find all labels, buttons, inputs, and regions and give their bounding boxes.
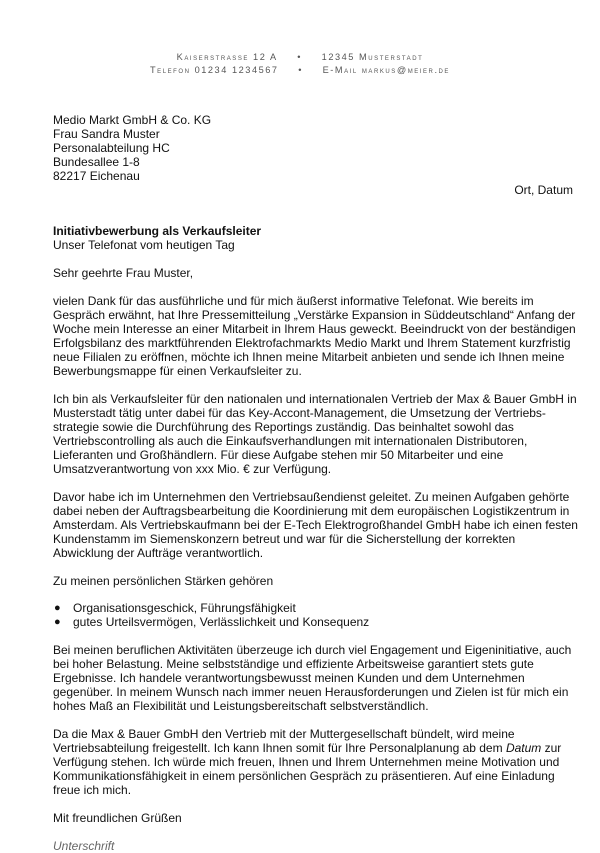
salutation: Sehr geehrte Frau Muster,: [53, 266, 194, 280]
list-item: [53, 615, 578, 629]
paragraph-closing: [53, 727, 578, 797]
recipient-person: Frau Sandra Muster: [53, 127, 160, 141]
sender-city: 12345 Musterstadt: [321, 52, 424, 62]
place-date: Ort, Datum: [514, 183, 573, 197]
signature-placeholder: Unterschrift: [53, 839, 115, 853]
separator-dot: •: [297, 52, 303, 62]
sender-address-line: [0, 51, 600, 64]
subject-reference: Unser Telefonat vom heutigen Tag: [53, 238, 235, 252]
closing-greeting: Mit freundlichen Grüßen: [53, 811, 182, 825]
sender-street: Kaiserstrasse 12 A: [176, 52, 278, 62]
recipient-street: Bundesallee 1-8: [53, 155, 140, 169]
closing-date-placeholder: Datum: [505, 741, 542, 755]
paragraph-current-role: Ich bin als Verkaufsleiter für den nationalen und internationalen Vertrieb der Max & Bauer GmbH in Musterstadt tätig unter dabei für das Key-Accont-Management, die Umsetzung der Vertriebs-strategie sowie die Durchführung des Reportings zuständig. Das beinhaltet sowohl das Vertriebscontrolling als auch die Einkaufsverhandlungen mit internationalen Distributoren, Lieferanten und Großhändlern. Für diese Aufgabe stehen mir 50 Mitarbeiter und eine Umsatzverantwortung von xxx Mio. € zur Verfügung.: [53, 392, 577, 476]
paragraph-strengths-intro: Zu meinen persönlichen Stärken gehören: [53, 574, 274, 588]
letter-body: [53, 224, 578, 853]
recipient-company: Medio Markt GmbH & Co. KG: [53, 113, 212, 127]
bullet-icon: ●: [54, 616, 61, 628]
subject-title: Initiativbewerbung als Verkaufsleiter: [53, 224, 262, 238]
sender-contact-line: [0, 64, 600, 77]
bullet-icon: ●: [54, 602, 61, 614]
strengths-list: [53, 601, 578, 629]
sender-email[interactable]: E-Mail markus@meier.de: [322, 65, 450, 75]
paragraph-previous-role: Davor habe ich im Unternehmen den Vertriebsaußendienst geleitet. Zu meinen Aufgaben gehörte dabei neben der Auftragsbearbeitung die Koordinierung mit dem europäischen Logistikzentrum in Amsterdam. Als Vertriebskaufmann bei der E-Tech Elektrogroßhandel GmbH habe ich einen festen Kundenstamm im Siemenskonzern betreut und war für die Sicherstellung der korrekten Abwicklung der Aufträge verantwortlich.: [53, 490, 578, 560]
list-item-text: gutes Urteilsvermögen, Verlässlichkeit und Konsequenz: [73, 615, 370, 629]
separator-dot: •: [298, 65, 303, 75]
paragraph-work-style: Bei meinen beruflichen Aktivitäten überzeuge ich durch viel Engagement und Eigeninitiative, auch bei hoher Belastung. Meine selbstständige und effiziente Arbeitsweise garantiert stets gute Ergebnisse. Ich handele verantwortungsbewusst meinen Kunden und dem Unternehmen gegenüber. In meinem Wunsch nach immer neuen Herausforderungen und Zielen ist für mich ein hohes Maß an Flexibilität und Leistungsbereitschaft selbstverständlich.: [53, 643, 572, 713]
closing-text-start: Da die Max & Bauer GmbH den Vertrieb mit der Muttergesellschaft bündelt, wird meine Vertriebsabteilung freigestellt. Ich kann Ihnen somit für Ihre Personalplanung ab dem: [53, 727, 515, 755]
recipient-city: 82217 Eichenau: [53, 169, 140, 183]
recipient-department: Personalabteilung HC: [53, 141, 170, 155]
recipient-address: [53, 113, 211, 183]
list-item-text: Organisationsgeschick, Führungsfähigkeit: [73, 601, 296, 615]
sender-phone: Telefon 01234 1234567: [150, 65, 279, 75]
sender-header: [0, 51, 600, 77]
list-item: [53, 601, 578, 615]
closing-text-end: zur Verfügung stehen. Ich würde mich freuen, Ihnen und Ihrem Unternehmen meine Motivation und Kommunikationsfähigkeit in einem persönlichen Gespräch zu präsentieren. Auf eine Einladung freue ich mich.: [53, 741, 562, 797]
paragraph-intro: vielen Dank für das ausführliche und für mich äußerst informative Telefonat. Wie bereits im Gespräch erwähnt, hat Ihre Pressemitteilung „Verstärke Expansion in Süddeutschland“ Anfang der Woche mein Interesse an einer Mitarbeit in Ihrem Haus geweckt. Beeindruckt von der beständigen Erfolgsbilanz des marktführenden Elektrofachmarkts Medio Markt und Ihrem Statement kurzfristig neue Filialen zu eröffnen, möchte ich Ihnen meine Mitarbeit anbieten und sende ich Ihnen meine Bewerbungsmappe für einen Verkaufsleiter zu.: [53, 294, 576, 378]
